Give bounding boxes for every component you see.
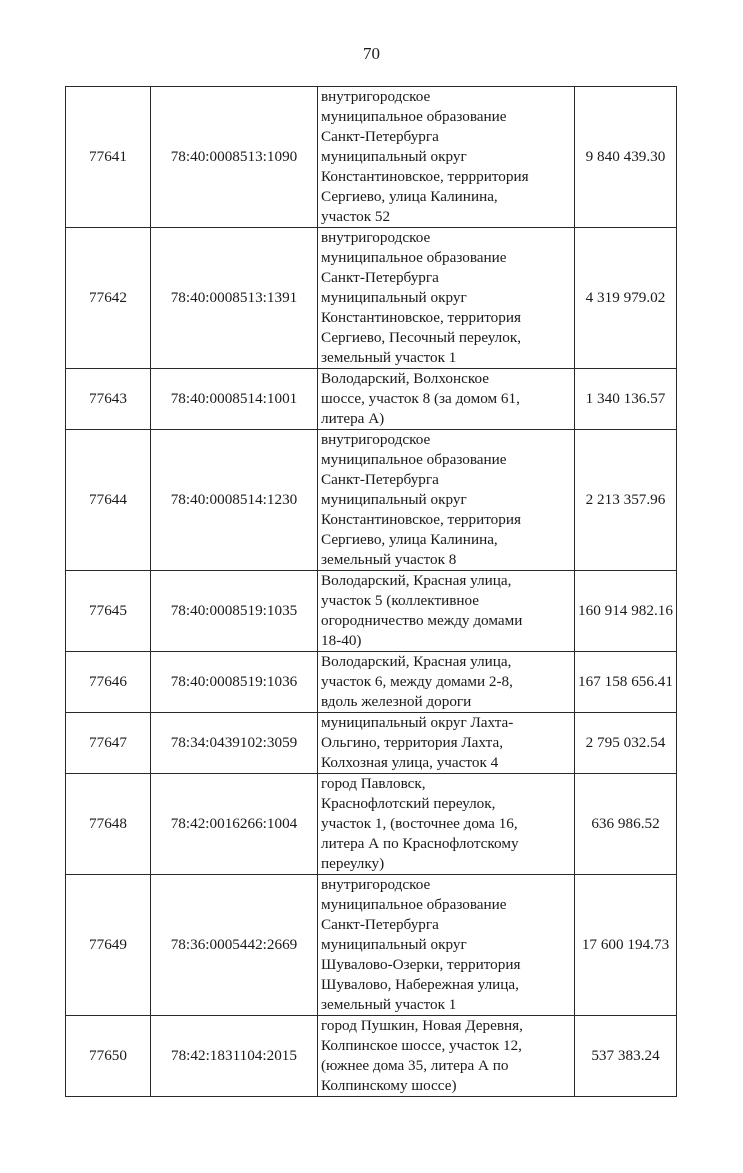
row-number: 77645 (66, 571, 151, 652)
cadastral-value: 537 383.24 (575, 1016, 677, 1097)
address: внутригородское муниципальное образование Санкт-Петербурга муниципальный округ Шувалово-Озерки, территория Шувалово, Набережная улица, земельный участок 1 (318, 875, 575, 1016)
cadastral-value: 636 986.52 (575, 774, 677, 875)
cadastral-number: 78:42:1831104:2015 (151, 1016, 318, 1097)
cadastral-number: 78:40:0008519:1035 (151, 571, 318, 652)
cadastral-number: 78:34:0439102:3059 (151, 713, 318, 774)
address: муниципальный округ Лахта- Ольгино, территория Лахта, Колхозная улица, участок 4 (318, 713, 575, 774)
row-number: 77644 (66, 430, 151, 571)
row-number: 77648 (66, 774, 151, 875)
cadastral-value: 17 600 194.73 (575, 875, 677, 1016)
row-number: 77646 (66, 652, 151, 713)
row-number: 77650 (66, 1016, 151, 1097)
cadastral-number: 78:36:0005442:2669 (151, 875, 318, 1016)
table-row (66, 87, 677, 228)
cadastral-number: 78:40:0008514:1001 (151, 369, 318, 430)
table-row (66, 875, 677, 1016)
cadastral-value: 1 340 136.57 (575, 369, 677, 430)
address: Володарский, Волхонское шоссе, участок 8 (за домом 61, литера А) (318, 369, 575, 430)
page-number: 70 (363, 44, 380, 63)
table-row (66, 774, 677, 875)
row-number: 77642 (66, 228, 151, 369)
cadastral-value: 9 840 439.30 (575, 87, 677, 228)
cadastral-number: 78:40:0008519:1036 (151, 652, 318, 713)
table-row (66, 652, 677, 713)
table-row (66, 1016, 677, 1097)
cadastral-number: 78:40:0008514:1230 (151, 430, 318, 571)
address: город Павловск, Краснофлотский переулок, участок 1, (восточнее дома 16, литера А по Краснофлотскому переулку) (318, 774, 575, 875)
table-row (66, 369, 677, 430)
table-row (66, 430, 677, 571)
row-number: 77649 (66, 875, 151, 1016)
row-number: 77641 (66, 87, 151, 228)
cadastral-number: 78:42:0016266:1004 (151, 774, 318, 875)
land-plot-table (65, 86, 677, 1097)
table-row (66, 228, 677, 369)
cadastral-value: 2 795 032.54 (575, 713, 677, 774)
cadastral-value: 160 914 982.16 (575, 571, 677, 652)
cadastral-number: 78:40:0008513:1391 (151, 228, 318, 369)
address: Володарский, Красная улица, участок 5 (коллективное огородничество между домами 18-40) (318, 571, 575, 652)
address: Володарский, Красная улица, участок 6, между домами 2-8, вдоль железной дороги (318, 652, 575, 713)
cadastral-value: 4 319 979.02 (575, 228, 677, 369)
row-number: 77643 (66, 369, 151, 430)
address: внутригородское муниципальное образование Санкт-Петербурга муниципальный округ Константиновское, террритория Сергиево, улица Калинина, участок 52 (318, 87, 575, 228)
cadastral-number: 78:40:0008513:1090 (151, 87, 318, 228)
address: внутригородское муниципальное образование Санкт-Петербурга муниципальный округ Константиновское, территория Сергиево, Песочный переулок, земельный участок 1 (318, 228, 575, 369)
table-row (66, 713, 677, 774)
cadastral-value: 167 158 656.41 (575, 652, 677, 713)
address: город Пушкин, Новая Деревня, Колпинское шоссе, участок 12, (южнее дома 35, литера А по Колпинскому шоссе) (318, 1016, 575, 1097)
table-row (66, 571, 677, 652)
cadastral-value: 2 213 357.96 (575, 430, 677, 571)
row-number: 77647 (66, 713, 151, 774)
address: внутригородское муниципальное образование Санкт-Петербурга муниципальный округ Константиновское, территория Сергиево, улица Калинина, земельный участок 8 (318, 430, 575, 571)
